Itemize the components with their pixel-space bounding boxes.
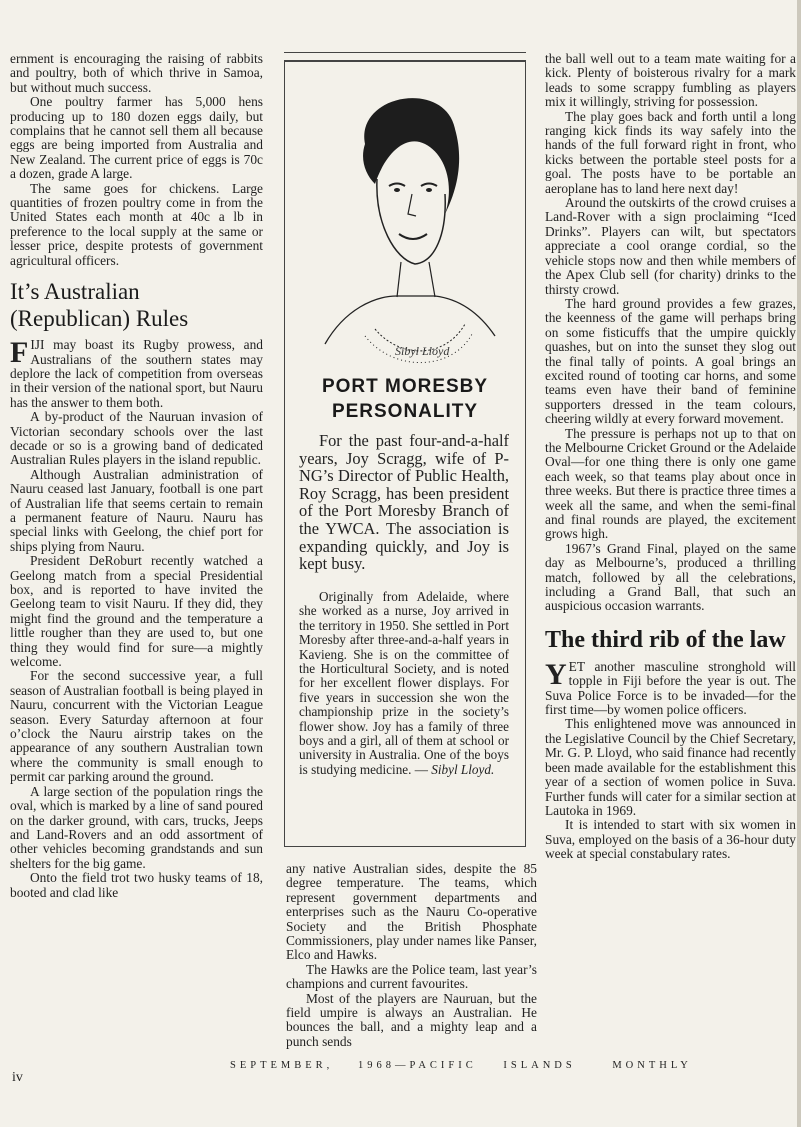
profile-title-line1: PORT MORESBY <box>321 376 489 397</box>
profile-box <box>284 60 526 847</box>
paragraph: The Hawks are the Police team, last year’s champions and current favourites. <box>286 961 537 992</box>
paragraph: This enlightened move was announced in the Legislative Council by the Chief Secretary, Mr. G. P. Lloyd, who said finance had recently been made available for the establishment this year of a section of women police in Suva. Further funds will cater for a similar section at Lautoka in 1969. <box>545 716 796 818</box>
paragraph: Onto the field trot two husky teams of 18, booted and clad like <box>10 870 263 900</box>
paragraph: It is intended to start with six women in Suva, employed on the basis of a 36-hour duty week at special constabulary rates. <box>545 817 796 862</box>
profile-title <box>285 374 525 424</box>
paragraph: Most of the players are Nauruan, but the field umpire is always an Australian. He bounces the ball, and a mighty leap and a punch sends <box>286 990 537 1049</box>
paragraph: The same goes for chickens. Large quantities of frozen poultry come in from the United States each month at 40c a lb in preference to the local supply at the same or lesser price, despite protests of government agricultural officers. <box>10 180 263 268</box>
lead-paragraph <box>10 338 263 410</box>
paragraph: For the second successive year, a full season of Australian football is being played in Nauru, concurrent with the Victorian League season. Every Saturday afternoon at four o’clock the Nauru airstrip takes on the appearance of any southern Australian town where the community is small enough to permit car parking around the ground. <box>10 668 263 785</box>
profile-body-text: Originally from Adelaide, where she worked as a nurse, Joy arrived in the territory in 1950. She settled in Port Moresby after three-and-a-half years in Kavieng. She is on the committee of the Horticultural Society, and is noted for her excellent flower displays. For five years in succession she won the championship prize in the society’s flower show. Joy has a family of three boys and a girl, all of them at school or university in Australia. One of the boys is studying medicine. — <box>299 589 509 777</box>
artist-signature: Sibyl Lloyd <box>395 344 450 358</box>
profile-lead <box>299 432 509 573</box>
footer-magazine: ISLANDS <box>503 1060 576 1071</box>
byline: Sibyl Lloyd. <box>431 761 495 777</box>
article-heading-third-rib: The third rib of the law <box>545 626 786 653</box>
paragraph: the ball well out to a team mate waiting for a kick. Plenty of boisterous rivalry for a mark leads to some scrappy fumbling as players mix it willingly, striving for possession. <box>545 51 796 110</box>
column-right <box>545 52 796 862</box>
drop-cap: F <box>10 336 29 370</box>
page-footer <box>230 1060 800 1071</box>
paragraph: any native Australian sides, despite the 85 degree temperature. The teams, which represent government departments and enterprises such as the Nauru Co-operative Society and the British Phosphate Commissioners, play under names like Panser, Elco and Hawks. <box>286 861 537 963</box>
paragraph: A by-product of the Nauruan invasion of Victorian secondary schools over the last decade or so is a growing band of dedicated Australian Rules players in the island republic. <box>10 409 263 468</box>
lead-paragraph <box>545 657 796 718</box>
paragraph: ernment is encouraging the raising of rabbits and poultry, both of which thrive in Samoa, but without much success. <box>10 51 263 95</box>
paragraph: The hard ground provides a few grazes, the keenness of the game will perhaps bring on some fisticuffs that the umpire quickly quashes, but on into the sunset they slog out the final tally of points. A goal brings an excited round of tooting car horns, and some teams even have their band of feminine supporters dressed in the team colours, cheering wildly at every forward movement. <box>545 295 796 427</box>
rule-line <box>284 52 526 53</box>
paragraph: The pressure is perhaps not up to that on the Melbourne Cricket Ground or the Adelaide Oval—for one thing there is only one game each week, so that teams play about once in three weeks. But there is practice three times a week all the same, and when the semi-final and final rounds are played, the excitement grows high. <box>545 425 796 542</box>
column-middle <box>286 862 537 1049</box>
article-heading-australian-rules: It’s Australian (Republican) Rules <box>10 279 189 332</box>
lead-text: IJI may boast its Rugby prowess, and Australians of the southern states may deplore the lack of competition from overseas in their version of the national sport, but Nauru has the answer to them both. <box>10 337 263 410</box>
portrait-sketch <box>305 74 505 374</box>
page-edge <box>797 0 801 1127</box>
paragraph: The play goes back and forth until a long ranging kick finds its way safely into the hands of the full forward right in front, who kicks between the portable steel posts for a goal. The posts have to be portable an aeroplane has to land here next day! <box>545 108 796 196</box>
paragraph: 1967’s Grand Final, played on the same day as Melbourne’s, produced a thrilling match, followed by all the celebrations, including a Grand Ball, that such an auspicious occasion warrants. <box>545 540 796 614</box>
drop-cap: Y <box>545 657 567 691</box>
paragraph: Although Australian administration of Nauru ceased last January, football is one part of Australian life that seems certain to remain a permanent feature of Nauru. Nauru has special links with Geelong, the chief port for ships plying from Nauru. <box>10 466 263 554</box>
footer-month: SEPTEMBER, <box>230 1060 334 1071</box>
paragraph: A large section of the population rings the oval, which is marked by a line of sand poured on the darker ground, with cars, trucks, Jeeps and Land-Rovers and an odd assortment of other vehicles becoming grandstands and sun shelters for the big game. <box>10 783 263 871</box>
column-left <box>10 52 263 900</box>
paragraph: President DeRoburt recently watched a Geelong match from a special Presidential box, and is reported to have invited the Geelong team to visit Nauru. If they did, they might find the ground and the temperature a little rougher than they are used to, but one thing they would find for sure—a mightly welcome. <box>10 553 263 670</box>
profile-body <box>299 590 509 777</box>
paragraph <box>299 590 509 777</box>
paragraph: For the past four-and-a-half years, Joy Scragg, wife of P-NG’s Director of Public Health, Roy Scragg, has been president of the Port Moresby Branch of the YWCA. The association is expanding quickly, and Joy is kept busy. <box>299 431 509 574</box>
footer-monthly: MONTHLY <box>612 1060 692 1071</box>
paragraph: One poultry farmer has 5,000 hens producing up to 180 dozen eggs daily, but complains that he cannot sell them all because eggs are being imported from Australia and New Zealand. The current price of eggs is 70c a dozen, grade A large. <box>10 94 263 182</box>
paragraph: Around the outskirts of the crowd cruises a Land-Rover with a sign proclaiming “Iced Drinks”. Players can wilt, but spectators appreciate a cool orange cordial, so the vehicle stops now and then while members of the Apex Club sell (for charity) drinks to the thirsty crowd. <box>545 195 796 297</box>
profile-title-line2: PERSONALITY <box>331 401 479 422</box>
footer-year: 1968—PACIFIC <box>357 1060 477 1071</box>
lead-text: ET another masculine stronghold will topple in Fiji before the year is out. The Suva Police Force is to be invaded—for the first time—by women police officers. <box>545 658 796 718</box>
page-number: iv <box>12 1070 23 1085</box>
